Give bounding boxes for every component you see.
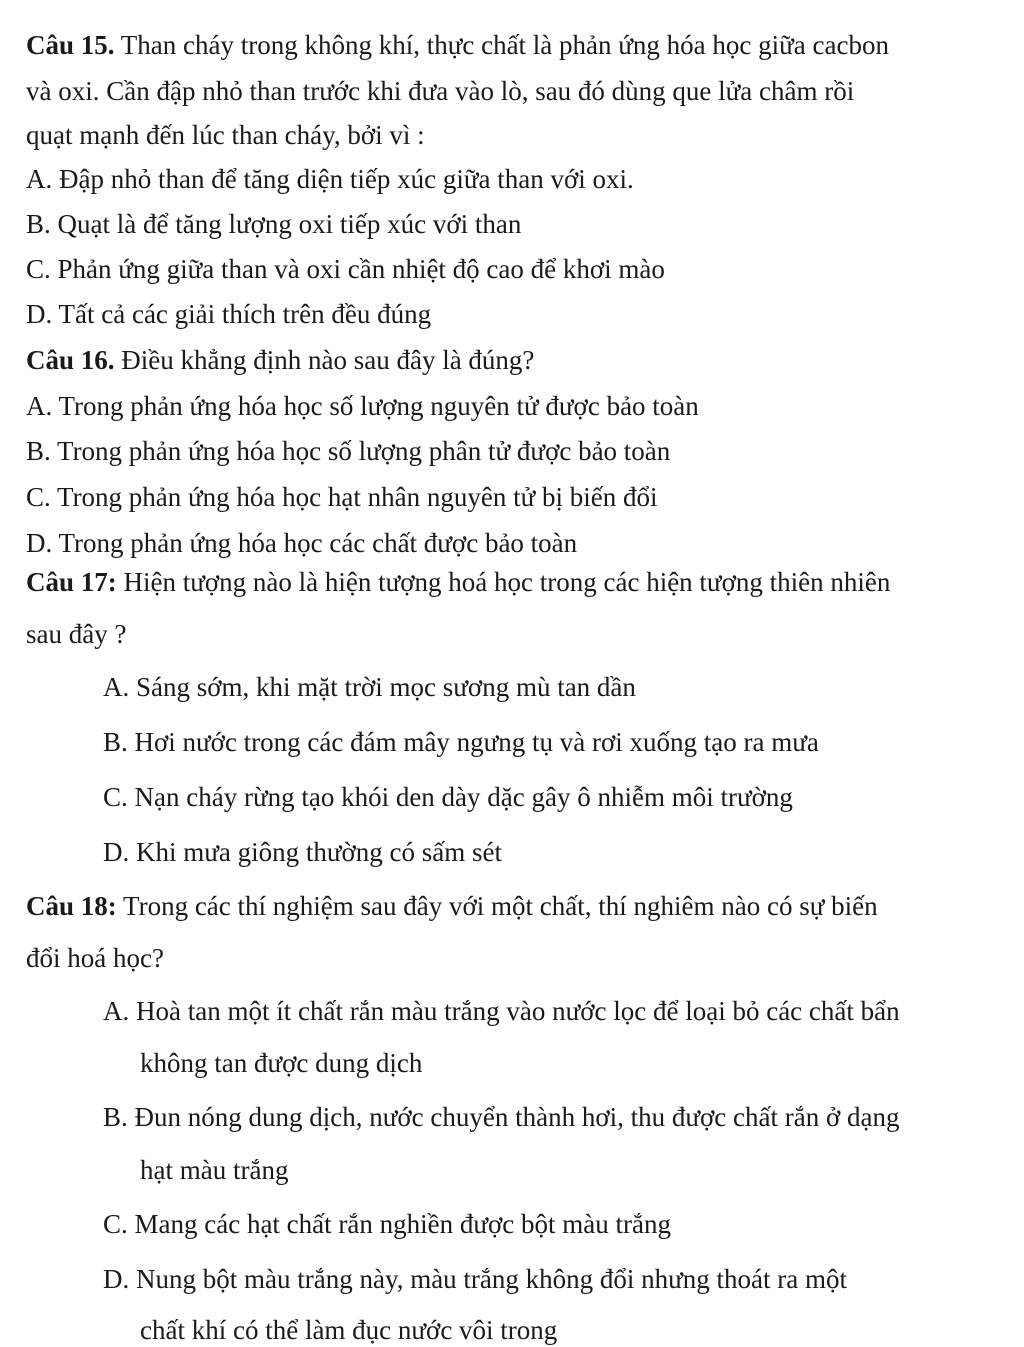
question-15-stem-text: Than cháy trong không khí, thực chất là phản ứng hóa học giữa cacbon	[114, 30, 889, 60]
question-16-option-d: D. Trong phản ứng hóa học các chất được bảo toàn	[26, 528, 578, 558]
question-17-stem-text: Hiện tượng nào là hiện tượng hoá học trong các hiện tượng thiên nhiên	[116, 567, 891, 597]
question-16-option-b: B. Trong phản ứng hóa học số lượng phân tử được bảo toàn	[26, 436, 671, 466]
question-16-option-a: A. Trong phản ứng hóa học số lượng nguyên tử được bảo toàn	[26, 391, 699, 421]
question-15-option-d: D. Tất cả các giải thích trên đều đúng	[26, 299, 432, 329]
question-16-option-c: C. Trong phản ứng hóa học hạt nhân nguyên tử bị biến đổi	[26, 482, 658, 512]
question-15-stem-line-2: và oxi. Cần đập nhỏ than trước khi đưa vào lò, sau đó dùng que lửa châm rồi	[26, 76, 855, 106]
question-15-label: Câu 15.	[26, 30, 115, 60]
question-15-option-a: A. Đập nhỏ than để tăng diện tiếp xúc giữa than với oxi.	[26, 164, 634, 194]
question-16-stem-text: Điều khẳng định nào sau đây là đúng?	[114, 345, 535, 375]
question-17-option-c: C. Nạn cháy rừng tạo khói den dày dặc gây ô nhiễm môi trường	[103, 782, 793, 812]
question-17-option-d: D. Khi mưa giông thường có sấm sét	[103, 837, 503, 867]
question-15-option-c: C. Phản ứng giữa than và oxi cần nhiệt độ cao để khơi mào	[26, 254, 665, 284]
question-18-option-d-line-2: chất khí có thể làm đục nước vôi trong	[140, 1315, 558, 1345]
question-18-option-a-line-2: không tan được dung dịch	[140, 1048, 423, 1078]
question-18-option-b-line-2: hạt màu trắng	[140, 1155, 289, 1185]
question-17-stem-line-1	[26, 565, 890, 599]
question-16-label: Câu 16.	[26, 345, 115, 375]
question-18-stem-text: Trong các thí nghiệm sau đây với một chất, thí nghiêm nào có sự biến	[116, 891, 878, 921]
question-16-stem-line-1	[26, 343, 534, 377]
question-15-stem-line-1	[26, 28, 889, 62]
question-15-stem-line-3: quạt mạnh đến lúc than cháy, bởi vì :	[26, 120, 425, 150]
question-18-stem-line-2: đổi hoá học?	[26, 943, 164, 973]
question-18-option-c: C. Mang các hạt chất rắn nghiền được bột màu trắng	[103, 1209, 671, 1239]
question-18-label: Câu 18:	[26, 891, 117, 921]
question-17-option-b: B. Hơi nước trong các đám mây ngưng tụ và rơi xuống tạo ra mưa	[103, 727, 819, 757]
question-17-option-a: A. Sáng sớm, khi mặt trời mọc sương mù tan dần	[103, 672, 636, 702]
question-18-option-a-line-1: A. Hoà tan một ít chất rắn màu trắng vào nước lọc để loại bỏ các chất bẩn	[103, 996, 900, 1026]
question-15-option-b: B. Quạt là để tăng lượng oxi tiếp xúc với than	[26, 209, 522, 239]
question-17-label: Câu 17:	[26, 567, 117, 597]
question-18-option-b-line-1: B. Đun nóng dung dịch, nước chuyển thành hơi, thu được chất rắn ở dạng	[103, 1102, 900, 1132]
question-18-stem-line-1	[26, 889, 878, 923]
question-17-stem-line-2: sau đây ?	[26, 619, 127, 649]
question-18-option-d-line-1: D. Nung bột màu trắng này, màu trắng không đổi nhưng thoát ra một	[103, 1264, 848, 1294]
